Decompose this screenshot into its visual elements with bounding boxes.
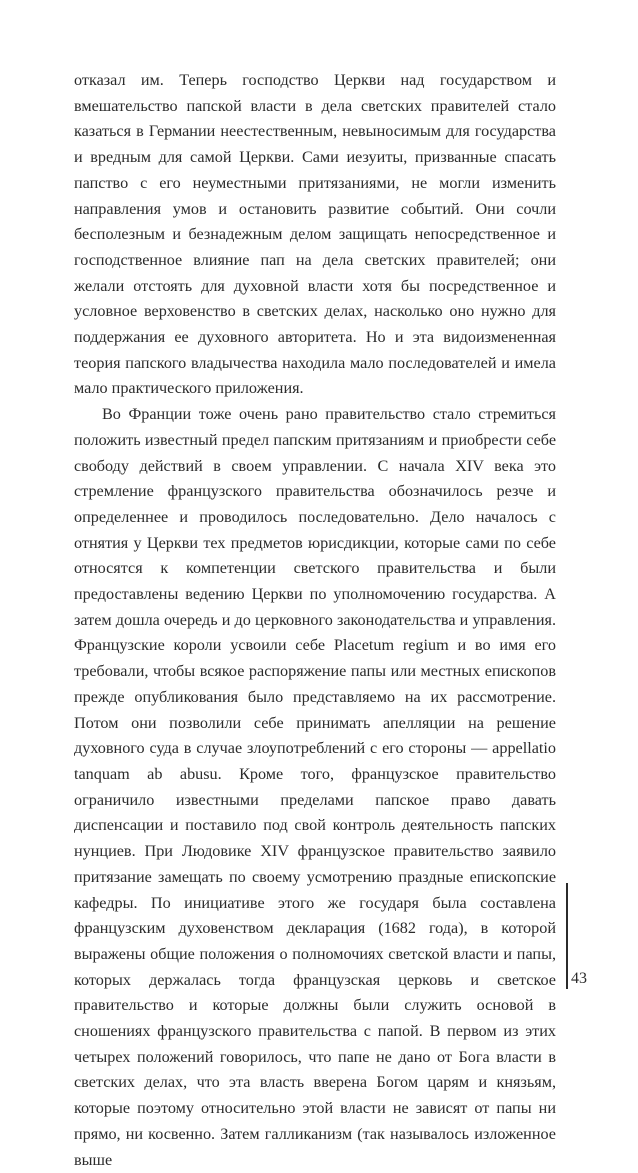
page-number: 43 — [571, 970, 587, 987]
page-number-rule — [566, 883, 568, 989]
paragraph-france: Во Франции тоже очень рано правительство стало стремиться положить известный предел папским притязаниям и приобрести себе свободу действий в своем управлении. С начала XIV века это стремление французского правительства обозначилось резче и определеннее и проводилось последовательно. Дело началось с отнятия у Церкви тех предметов юрисдикции, которые сами по себе относятся к компетенции светского правительства и были предоставлены ведению Церкви по уполномочению государства. А затем дошла очередь и до церковного законодательства и управления. Французские короли усвоили себе Placetum regium и во имя его требовали, чтобы всякое распоряжение папы или местных епископов прежде опубликования было представляемо на их рассмотрение. Потом они позволили себе принимать апелляции на решение духовного суда в случае злоупотреблений с его стороны — appellatio tanquam ab abusu. Кроме того, французское правительство ограничило известными пределами папское право давать диспенсации и поставило под свой контроль деятельность папских нунциев. При Людовике XIV французское правительство заявило притязание замещать по своему усмотрению праздные епископские кафедры. По инициативе этого же государя была составлена французским духовенством декларация (1682 года), в которой выражены общие положения о полномочиях светской власти и папы, которых держалась тогда французская церковь и светское правительство и которые должны были служить основой в сношениях французского правительства с папой. В первом из этих четырех положений говорилось, что папе не дано от Бога власти в светских делах, что эта власть вверена Богом царям и князьям, которые поэтому относительно этой власти не зависят от папы ни прямо, ни косвенно. Затем галликанизм (так называлось изложенное выше — [74, 405, 556, 1169]
paragraph-continuation: отказал им. Теперь господство Церкви над государством и вмешательство папской власти в дела светских правителей стало казаться в Германии неестественным, невыносимым для государства и вредным для самой Церкви. Сами иезуиты, призванные спасать папство с его неуместными притязаниями, не могли изменить направления умов и остановить развитие событий. Они сочли бесполезным и безнадежным делом защищать непосредственное и господственное влияние пап на дела светских правителей; они желали отстоять для духовной власти хотя бы посредственное и условное верховенство в светских делах, насколько оно нужно для поддержания ее духовного авторитета. Но и эта видоизмененная теория папского владычества находила мало последователей и имела мало практического приложения. — [74, 71, 556, 398]
body-text — [74, 68, 556, 1173]
